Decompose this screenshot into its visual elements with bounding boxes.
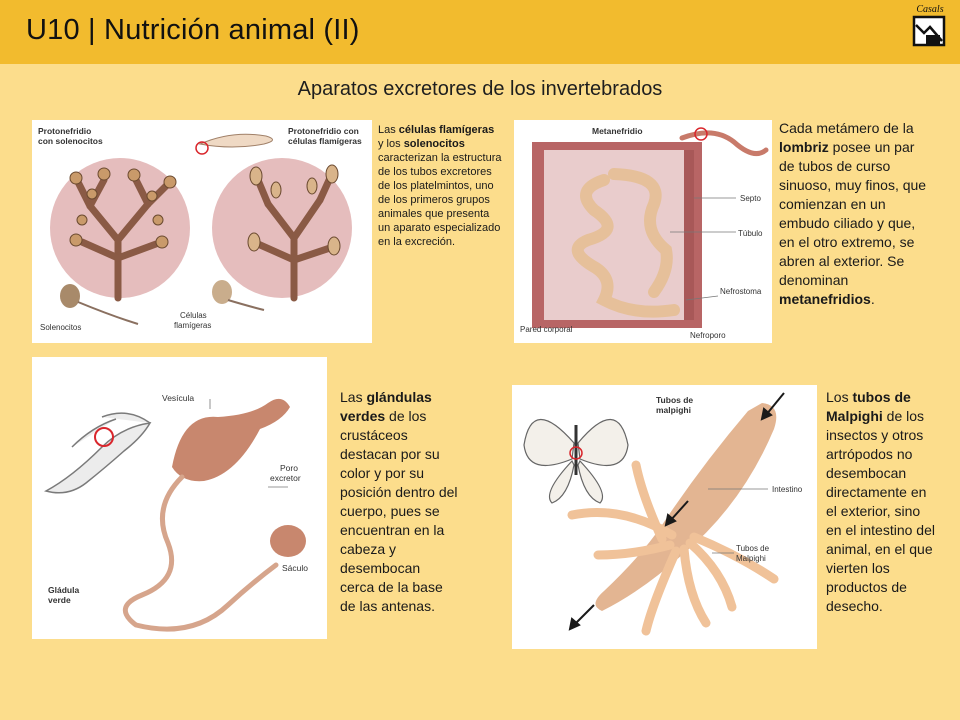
label-metanefridio: Metanefridio	[592, 126, 643, 136]
label-protonefridio-celulas: Protonefridio con células flamígeras	[288, 126, 362, 146]
desc-bold: glándulas verdes	[340, 389, 432, 424]
malpighian-description	[826, 388, 938, 616]
desc-bold: metanefridios	[779, 291, 871, 307]
desc-text: caracterizan la estructura de los tubos excretores de los platelmintos, uno de los primeros grupos animales que presenta un aparato especializado en la excreción.	[378, 152, 502, 248]
desc-bold: células flamígeras	[398, 124, 495, 136]
desc-text: Los	[826, 389, 853, 405]
metanephridia-figure	[514, 120, 772, 343]
label-septo: Septo	[740, 194, 761, 203]
casals-logo	[912, 4, 948, 52]
section-subtitle: Aparatos excretores de los invertebrados	[297, 78, 663, 100]
label-vesicula: Vesícula	[162, 393, 195, 403]
desc-text: Las	[378, 124, 399, 136]
label-gladula-verde: Gládula verde	[48, 585, 80, 605]
label-tubos-malpighi-title: Tubos de malpighi	[656, 395, 694, 415]
green-gland-figure	[32, 357, 327, 639]
desc-text: Las	[340, 389, 367, 405]
protonephridia-figure	[32, 120, 372, 343]
label-solenocitos: Solenocitos	[40, 323, 82, 332]
label-celulas-flamigeras: Células flamígeras	[174, 311, 212, 330]
desc-text: de los insectos y otros artrópodos no desembocan directamente en el exterior, sino en el intestino del animal, en el que vierten los productos de desecho.	[826, 408, 935, 614]
label-tubulo: Túbulo	[738, 229, 763, 238]
desc-bold: solenocitos	[403, 138, 465, 150]
header-bar	[0, 0, 960, 64]
desc-text: posee un par de tubos de curso sinuoso, muy finos, que comienzan en un embudo ciliado y que, en el otro extremo, se abren al exterior. Se denominan	[779, 139, 927, 288]
label-saculo: Sáculo	[282, 563, 308, 573]
desc-text: .	[870, 291, 875, 307]
desc-text: de los crustáceos destacan por su color y por su posición dentro del cuerpo, pues se encuentran en la cabeza y desembocan cerca de la base de las antenas.	[340, 408, 458, 614]
green-gland-description	[340, 388, 458, 616]
label-tubos-de-malpighi: Tubos de Malpighi	[736, 544, 770, 563]
label-nefrostoma: Nefrostoma	[720, 287, 762, 296]
desc-text: y los	[378, 138, 404, 150]
label-pared-corporal: Pared corporal	[520, 325, 573, 334]
logo-word: Casals	[916, 4, 944, 15]
protonephridia-description	[378, 123, 502, 249]
label-intestino: Intestino	[772, 485, 803, 494]
label-poro-excretor: Poro excretor	[270, 463, 301, 483]
slide-title: U10 | Nutrición animal (II)	[26, 14, 360, 46]
malpighian-tubules-figure	[512, 385, 817, 649]
label-protonefridio-solenocitos: Protonefridio con solenocitos	[38, 126, 103, 146]
desc-bold: tubos de Malpighi	[826, 389, 911, 424]
metanephridia-description	[779, 119, 929, 309]
desc-bold: lombriz	[779, 139, 829, 155]
logo-mark-icon	[912, 15, 948, 49]
label-nefroporo: Nefroporo	[690, 331, 726, 340]
desc-text: Cada metámero de la	[779, 120, 914, 136]
